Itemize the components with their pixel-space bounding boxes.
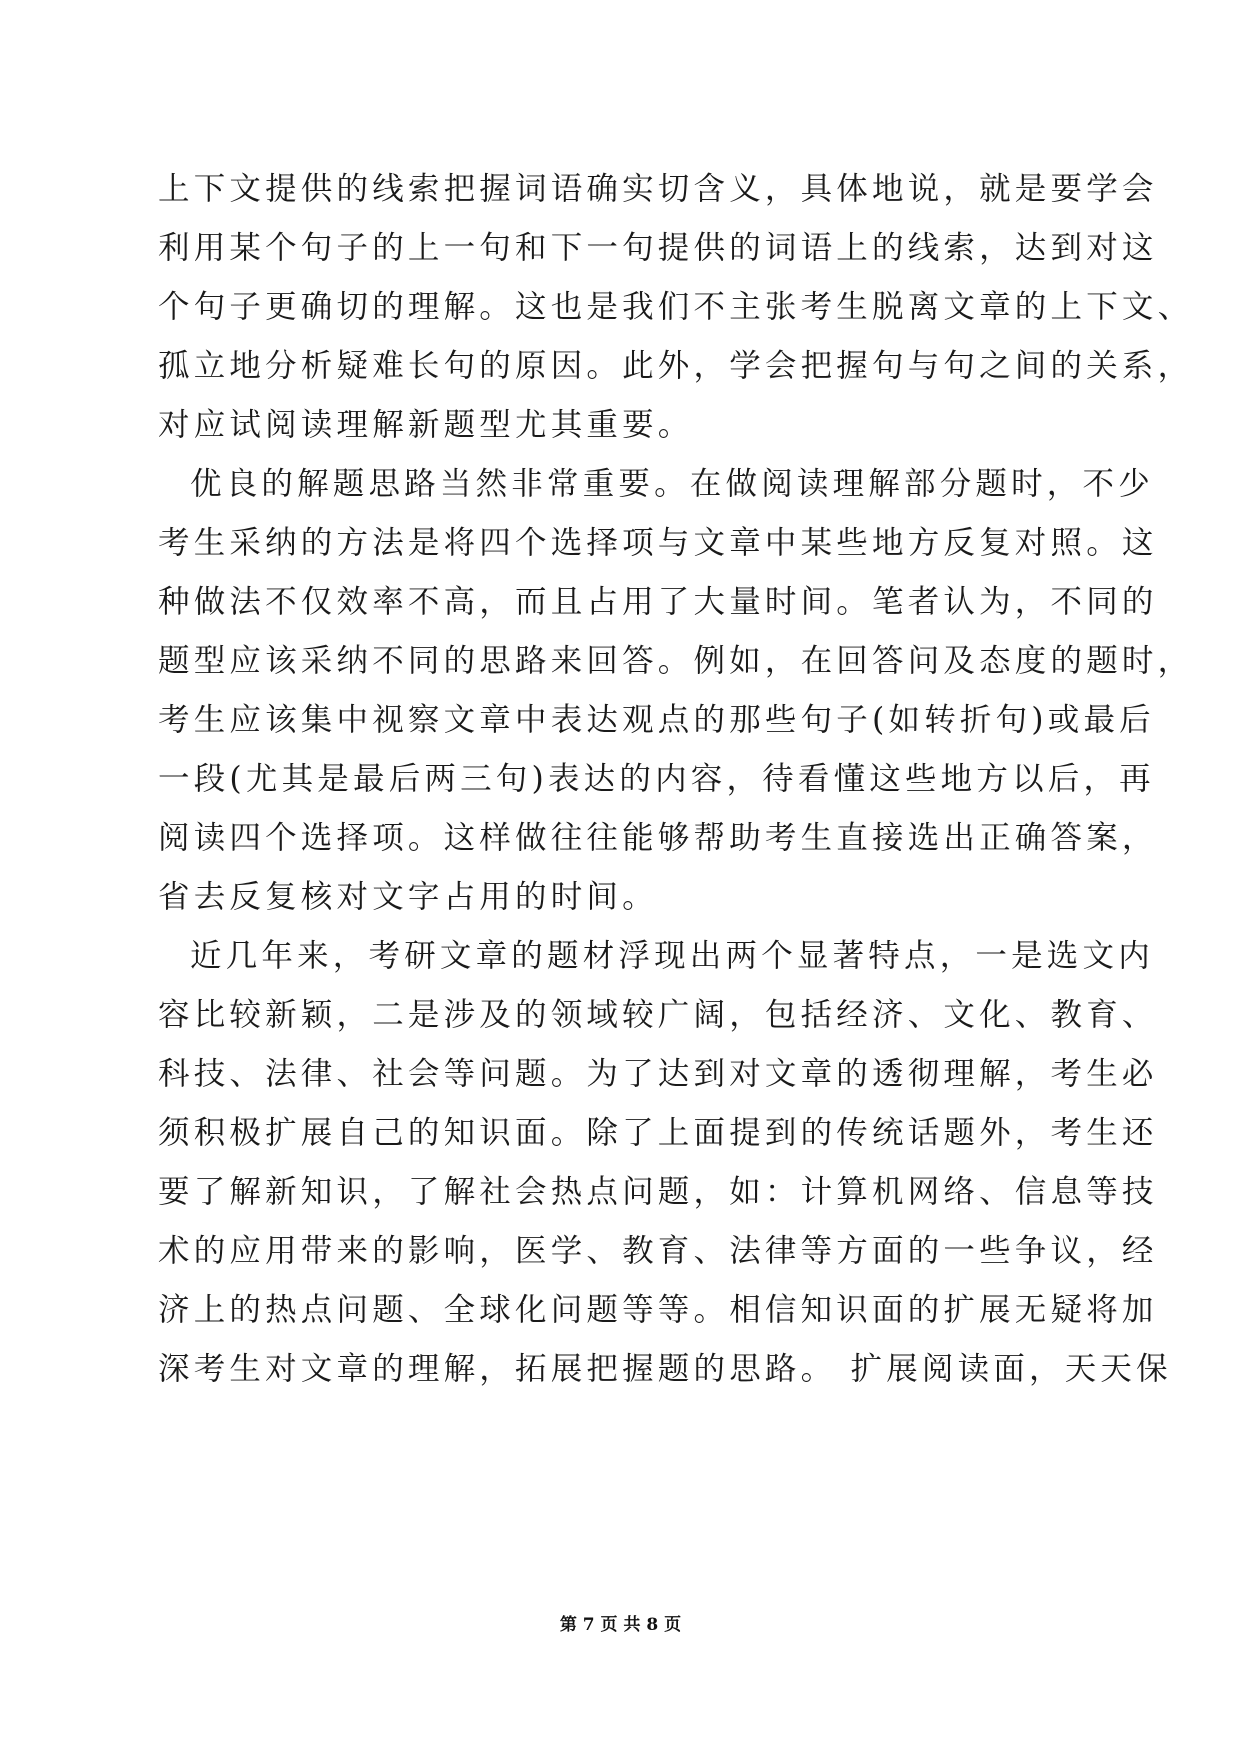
paragraph-first-line: 优良的解题思路当然非常重要。在做阅读理解部分题时，不少	[190, 466, 1154, 502]
text-line: 种做法不仅效率不高，而且占用了大量时间。笔者认为，不同的	[158, 584, 1158, 620]
text-line: 阅读四个选择项。这样做往往能够帮助考生直接选出正确答案，	[158, 820, 1158, 856]
text-line: 省去反复核对文字占用的时间。	[158, 879, 658, 915]
text-line: 深考生对文章的理解，拓展把握题的思路。 扩展阅读面，天天保	[158, 1351, 1172, 1387]
text-line: 利用某个句子的上一句和下一句提供的词语上的线索，达到对这	[158, 230, 1158, 266]
text-line: 个句子更确切的理解。这也是我们不主张考生脱离文章的上下文、	[158, 289, 1194, 325]
page-number-footer: 第 7 页 共 8 页	[559, 1615, 682, 1635]
text-line: 容比较新颖，二是涉及的领域较广阔，包括经济、文化、教育、	[158, 997, 1158, 1033]
text-line: 对应试阅读理解新题型尤其重要。	[158, 407, 694, 443]
text-line: 考生采纳的方法是将四个选择项与文章中某些地方反复对照。这	[158, 525, 1158, 561]
text-line: 要了解新知识，了解社会热点问题，如：计算机网络、信息等技	[158, 1174, 1158, 1210]
text-line: 济上的热点问题、全球化问题等等。相信知识面的扩展无疑将加	[158, 1292, 1158, 1328]
text-line: 题型应该采纳不同的思路来回答。例如，在回答问及态度的题时，	[158, 643, 1194, 679]
text-line: 须积极扩展自己的知识面。除了上面提到的传统话题外，考生还	[158, 1115, 1158, 1151]
text-line: 考生应该集中视察文章中表达观点的那些句子(如转折句)或最后	[158, 702, 1155, 738]
text-line: 术的应用带来的影响，医学、教育、法律等方面的一些争议，经	[158, 1233, 1158, 1269]
paragraph-first-line: 近几年来，考研文章的题材浮现出两个显著特点，一是选文内	[190, 938, 1154, 974]
text-line: 孤立地分析疑难长句的原因。此外，学会把握句与句之间的关系，	[158, 348, 1194, 384]
text-line: 上下文提供的线索把握词语确实切含义，具体地说，就是要学会	[158, 171, 1158, 207]
text-line: 科技、法律、社会等问题。为了达到对文章的透彻理解，考生必	[158, 1056, 1158, 1092]
text-line: 一段(尤其是最后两三句)表达的内容，待看懂这些地方以后，再	[158, 761, 1155, 797]
